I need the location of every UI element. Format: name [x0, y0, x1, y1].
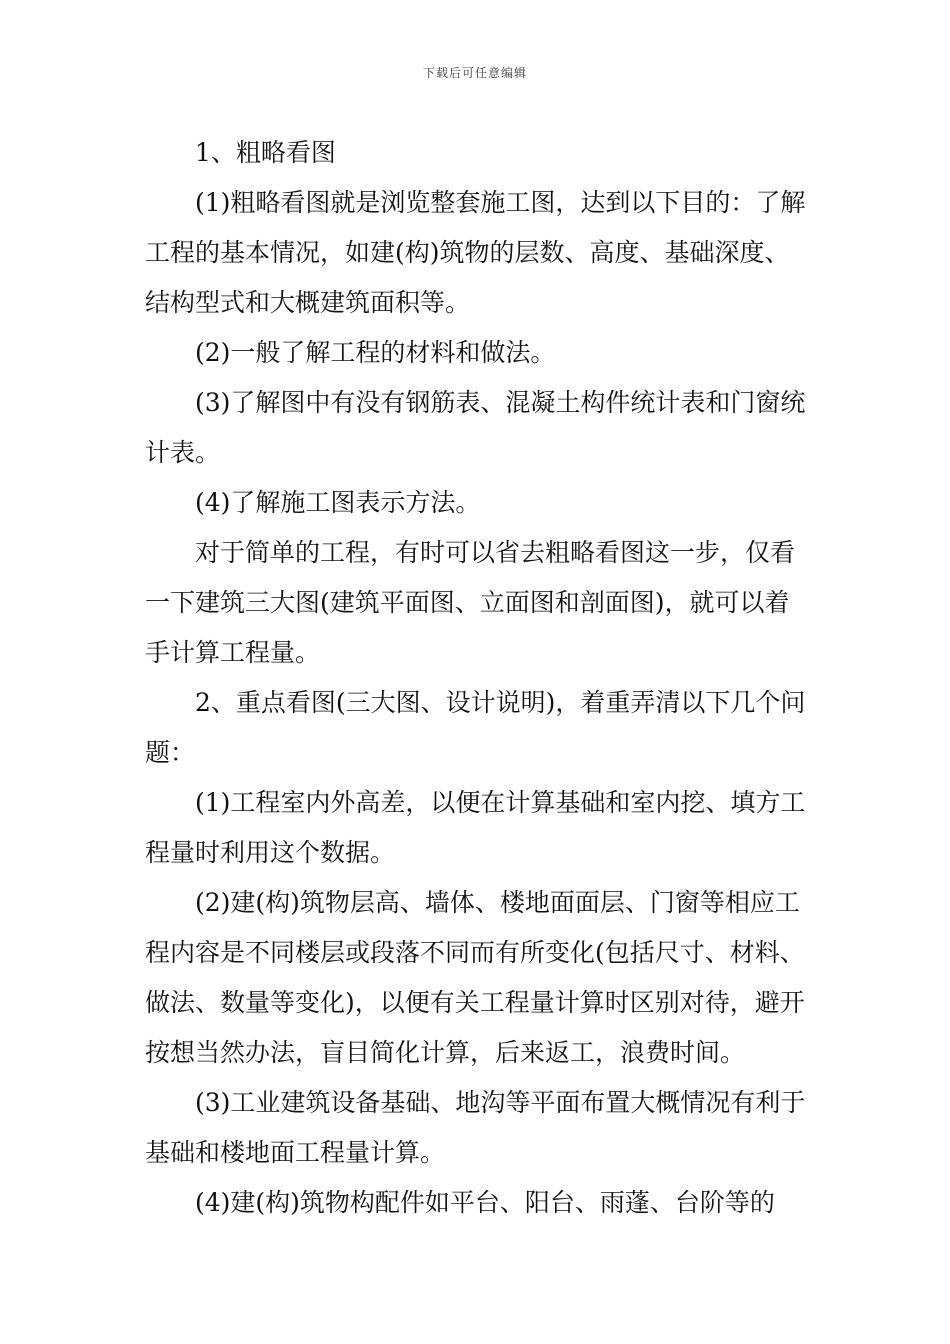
paragraph-item-1-2: (2)一般了解工程的材料和做法。 — [195, 338, 556, 367]
paragraph-item-2-1: (1)工程室内外高差，以便在计算基础和室内挖、填方工程量时利用这个数据。 — [145, 788, 806, 867]
paragraph-item-1-1: (1)粗略看图就是浏览整套施工图，达到以下目的：了解工程的基本情况，如建(构)筑物的层数、高度、基础深度、结构型式和大概建筑面积等。 — [145, 188, 806, 317]
page-header-note: 下载后可任意编辑 — [422, 66, 527, 80]
section-heading-1: 1、粗略看图 — [195, 138, 336, 167]
paragraph-item-1-3: (3)了解图中有没有钢筋表、混凝土构件统计表和门窗统计表。 — [145, 388, 806, 467]
paragraph-note: 对于简单的工程，有时可以省去粗略看图这一步，仅看一下建筑三大图(建筑平面图、立面图和剖面图)，就可以着手计算工程量。 — [145, 538, 796, 667]
paragraph-item-2-3: (3)工业建筑设备基础、地沟等平面布置大概情况有利于基础和楼地面工程量计算。 — [145, 1088, 806, 1167]
document-body — [145, 128, 813, 1228]
paragraph-item-2-4: (4)建(构)筑物构配件如平台、阳台、雨蓬、台阶等的 — [195, 1188, 775, 1217]
paragraph-item-2-2: (2)建(构)筑物层高、墙体、楼地面面层、门窗等相应工程内容是不同楼层或段落不同而有所变化(包括尺寸、材料、做法、数量等变化)，以便有关工程量计算时区别对待，避开按想当然办法，盲目简化计算，后来返工，浪费时间。 — [145, 888, 805, 1067]
paragraph-item-1-4: (4)了解施工图表示方法。 — [195, 488, 481, 517]
section-heading-2: 2、重点看图(三大图、设计说明)，着重弄清以下几个问题： — [145, 688, 806, 767]
